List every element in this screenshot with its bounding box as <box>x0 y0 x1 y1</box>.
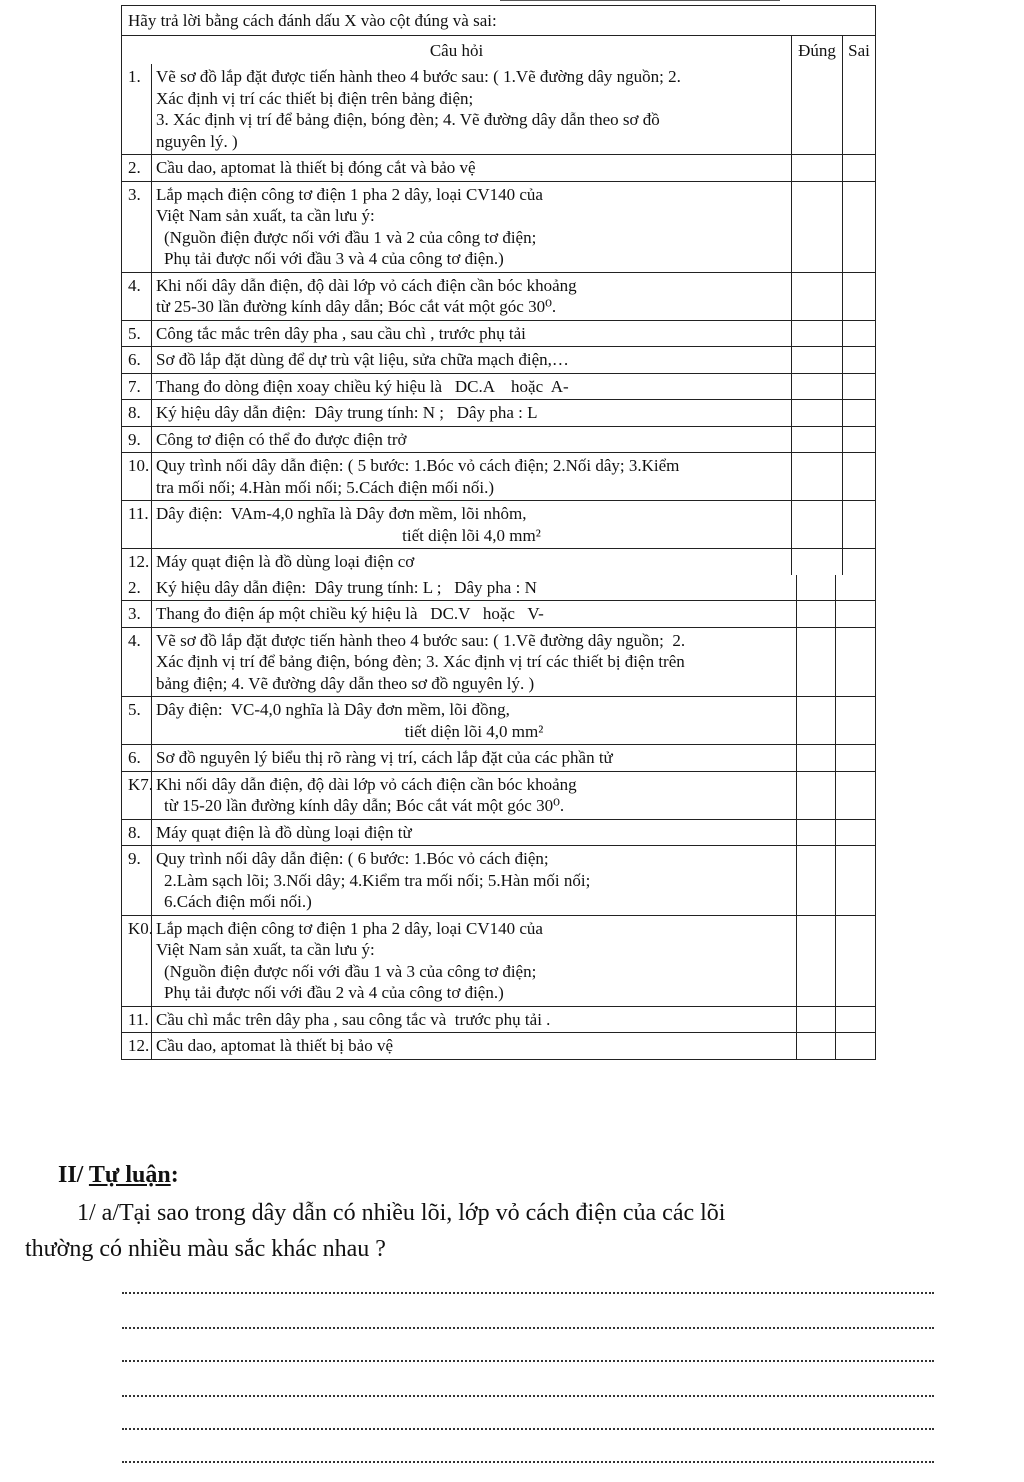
question-text-line: Thang đo điện áp một chiều ký hiệu là DC.V hoặc V- <box>156 604 544 623</box>
question-number: 8. <box>122 400 152 426</box>
question-text <box>152 1033 797 1059</box>
question-number: 6. <box>122 745 152 771</box>
true-checkbox-cell[interactable] <box>792 400 843 426</box>
question-number: 9. <box>122 427 152 453</box>
essay-heading <box>58 1162 179 1189</box>
essay-heading-prefix: II/ <box>58 1162 89 1188</box>
true-checkbox-cell[interactable] <box>797 697 836 744</box>
true-checkbox-cell[interactable] <box>797 846 836 915</box>
true-column-header: Đúng <box>792 36 843 65</box>
question-text-line: tiết diện lõi 4,0 mm² <box>402 525 541 545</box>
true-checkbox-cell[interactable] <box>792 321 843 347</box>
question-text-line: Phụ tải được nối với đầu 2 và 4 của công tơ điện.) <box>164 983 504 1002</box>
question-number: 12. <box>122 549 152 575</box>
question-row <box>122 64 875 154</box>
true-checkbox-cell[interactable] <box>792 453 843 500</box>
essay-question-line-2: thường có nhiều màu sắc khác nhau ? <box>25 1236 386 1262</box>
question-text-line: 2.Làm sạch lõi; 3.Nối dây; 4.Kiểm tra mối nối; 5.Hàn mối nối; <box>164 870 591 890</box>
question-number: 5. <box>122 321 152 347</box>
false-checkbox-cell[interactable] <box>836 820 875 846</box>
question-text-line: Việt Nam sản xuất, ta cần lưu ý: <box>156 940 375 959</box>
question-text-line: Sơ đồ lắp đặt dùng để dự trù vật liệu, sửa chữa mạch điện,… <box>156 350 569 369</box>
question-text-line: Dây điện: VAm-4,0 nghĩa là Dây đơn mềm, lõi nhôm, <box>156 504 527 523</box>
question-text <box>152 1007 797 1033</box>
question-number: 10. <box>122 453 152 500</box>
question-row <box>122 696 875 744</box>
question-text <box>152 182 792 272</box>
question-number: K0. <box>122 916 152 1006</box>
question-text-line: từ 15-20 lần đường kính dây dẫn; Bóc cắt vát một góc 30⁰. <box>164 796 565 815</box>
question-text-line: Vẽ sơ đồ lắp đặt được tiến hành theo 4 bước sau: ( 1.Vẽ đường dây nguồn; 2. <box>156 67 681 86</box>
question-row <box>122 272 875 320</box>
false-checkbox-cell[interactable] <box>843 321 875 347</box>
question-text-line: Thang đo dòng điện xoay chiều ký hiệu là DC.A hoặc A- <box>156 376 569 396</box>
question-text-line: Lắp mạch điện công tơ điện 1 pha 2 dây, loại CV140 của <box>156 918 543 938</box>
true-checkbox-cell[interactable] <box>797 628 836 697</box>
question-text-line: Khi nối dây dẫn điện, độ dài lớp vỏ cách điện cần bóc khoảng <box>156 275 577 295</box>
false-column-header: Sai <box>848 40 870 60</box>
question-text-line: Phụ tải được nối với đầu 3 và 4 của công tơ điện.) <box>164 249 504 268</box>
question-number: 8. <box>122 820 152 846</box>
false-checkbox-cell[interactable] <box>843 273 875 320</box>
question-text-line: (Nguồn điện được nối với đầu 1 và 2 của công tơ điện; <box>164 227 537 247</box>
question-text <box>152 321 792 347</box>
question-number: 2. <box>122 575 152 601</box>
true-checkbox-cell[interactable] <box>797 916 836 1006</box>
false-checkbox-cell[interactable] <box>843 501 875 548</box>
answer-line[interactable] <box>122 1360 934 1362</box>
question-text <box>152 155 792 181</box>
answer-line[interactable] <box>122 1292 934 1294</box>
question-text-line: Sơ đồ nguyên lý biểu thị rõ ràng vị trí, cách lắp đặt của các phần tử <box>156 748 613 767</box>
true-checkbox-cell[interactable] <box>792 549 843 575</box>
question-text-line: nguyên lý. ) <box>156 131 238 151</box>
question-text <box>152 501 792 548</box>
question-row <box>122 452 875 500</box>
question-number: 11. <box>122 1007 152 1033</box>
question-row <box>122 845 875 915</box>
question-text <box>152 575 797 601</box>
question-row <box>122 1006 875 1033</box>
false-checkbox-cell[interactable] <box>836 628 875 697</box>
question-text <box>152 846 797 915</box>
question-text-line: Máy quạt điện là đồ dùng loại điện cơ <box>156 552 415 571</box>
false-checkbox-cell[interactable] <box>836 745 875 771</box>
question-text <box>152 745 797 771</box>
true-checkbox-cell[interactable] <box>792 347 843 373</box>
question-text <box>152 427 792 453</box>
question-row <box>122 320 875 347</box>
question-row <box>122 548 875 575</box>
false-checkbox-cell[interactable] <box>843 400 875 426</box>
false-checkbox-cell[interactable] <box>843 374 875 400</box>
question-group-b <box>122 575 875 1059</box>
question-text-line: Cầu chì mắc trên dây pha , sau công tắc và trước phụ tải . <box>156 1009 551 1029</box>
question-text-line: bảng điện; 4. Vẽ đường dây dẫn theo sơ đồ nguyên lý. ) <box>156 673 535 693</box>
true-checkbox-cell[interactable] <box>797 820 836 846</box>
question-row <box>122 346 875 373</box>
question-group-a <box>122 64 875 575</box>
question-text-line: Ký hiệu dây dẫn điện: Dây trung tính: N ; Dây pha : L <box>156 403 538 422</box>
question-number: 9. <box>122 846 152 915</box>
question-row <box>122 181 875 272</box>
false-checkbox-cell[interactable] <box>843 427 875 453</box>
question-row <box>122 627 875 697</box>
question-number: 2. <box>122 155 152 181</box>
true-checkbox-cell[interactable] <box>792 273 843 320</box>
question-text-line: 3. Xác định vị trí để bảng điện, bóng đèn; 4. Vẽ đường dây dẫn theo sơ đồ <box>156 110 660 129</box>
question-text-line: Việt Nam sản xuất, ta cần lưu ý: <box>156 206 375 225</box>
false-checkbox-cell[interactable] <box>843 549 875 575</box>
question-text <box>152 400 792 426</box>
question-text <box>152 347 792 373</box>
answer-line[interactable] <box>122 1327 934 1329</box>
question-text <box>152 697 797 744</box>
true-checkbox-cell[interactable] <box>797 1007 836 1033</box>
question-text-line: Cầu dao, aptomat là thiết bị bảo vệ <box>156 1036 393 1055</box>
question-text-line: Vẽ sơ đồ lắp đặt được tiến hành theo 4 bước sau: ( 1.Vẽ đường dây nguồn; 2. <box>156 630 686 650</box>
question-row <box>122 1032 875 1059</box>
question-text-line: Dây điện: VC-4,0 nghĩa là Dây đơn mềm, lõi đồng, <box>156 700 510 719</box>
true-checkbox-cell[interactable] <box>792 64 843 154</box>
false-checkbox-cell[interactable] <box>836 1033 875 1059</box>
question-row <box>122 154 875 181</box>
question-row <box>122 399 875 426</box>
question-row <box>122 373 875 400</box>
question-row <box>122 575 875 601</box>
essay-heading-label: Tự luận <box>88 1162 171 1188</box>
false-checkbox-cell[interactable] <box>836 697 875 744</box>
false-checkbox-cell[interactable] <box>843 182 875 272</box>
question-text-line: Lắp mạch điện công tơ điện 1 pha 2 dây, loại CV140 của <box>156 184 543 204</box>
true-checkbox-cell[interactable] <box>792 501 843 548</box>
true-checkbox-cell[interactable] <box>792 374 843 400</box>
question-text <box>152 601 797 627</box>
question-text-line: tra mối nối; 4.Hàn mối nối; 5.Cách điện mối nối.) <box>156 477 495 497</box>
question-number: 12. <box>122 1033 152 1059</box>
essay-question-line-1: 1/ a/Tại sao trong dây dẫn có nhiều lõi, lớp vỏ cách điện của các lõi <box>77 1200 726 1226</box>
question-text-line: Công tơ điện có thể đo được điện trở <box>156 429 407 449</box>
question-row <box>122 915 875 1006</box>
false-checkbox-cell[interactable] <box>843 64 875 154</box>
question-text-line: 6.Cách điện mối nối.) <box>164 892 312 911</box>
true-false-table <box>121 5 876 1060</box>
question-number: K7. <box>122 772 152 819</box>
question-number: 7. <box>122 374 152 400</box>
true-checkbox-cell[interactable] <box>797 772 836 819</box>
question-number: 11. <box>122 501 152 548</box>
question-text <box>152 916 797 1006</box>
instruction-text: Hãy trả lời bằng cách đánh dấu X vào cột đúng và sai: <box>128 11 497 30</box>
false-checkbox-cell[interactable] <box>836 846 875 915</box>
false-checkbox-cell[interactable] <box>836 1007 875 1033</box>
true-checkbox-cell[interactable] <box>797 1033 836 1059</box>
question-number: 6. <box>122 347 152 373</box>
instruction-row <box>122 6 875 35</box>
top-edge-line <box>500 0 780 4</box>
essay-heading-suffix: : <box>170 1162 179 1188</box>
false-checkbox-cell[interactable] <box>843 347 875 373</box>
true-checkbox-cell[interactable] <box>797 745 836 771</box>
question-number: 3. <box>122 182 152 272</box>
question-text <box>152 820 797 846</box>
false-checkbox-cell[interactable] <box>836 916 875 1006</box>
answer-line[interactable] <box>122 1428 934 1430</box>
false-checkbox-cell[interactable] <box>836 575 875 601</box>
false-checkbox-cell[interactable] <box>836 601 875 627</box>
true-checkbox-cell[interactable] <box>797 575 836 601</box>
question-row <box>122 744 875 771</box>
question-text-line: Xác định vị trí các thiết bị điện trên bảng điện; <box>156 88 474 108</box>
false-checkbox-cell[interactable] <box>836 772 875 819</box>
false-checkbox-cell[interactable] <box>843 453 875 500</box>
question-row <box>122 500 875 548</box>
question-text-line: tiết diện lõi 4,0 mm² <box>404 721 544 741</box>
question-text-line: Quy trình nối dây dẫn điện: ( 6 bước: 1.Bóc vỏ cách điện; <box>156 849 549 868</box>
question-text <box>152 374 792 400</box>
question-text-line: Ký hiệu dây dẫn điện: Dây trung tính: L ; Dây pha : N <box>156 577 537 597</box>
question-text-line: Cầu dao, aptomat là thiết bị đóng cắt và bảo vệ <box>156 158 476 177</box>
question-number: 4. <box>122 628 152 697</box>
question-number: 4. <box>122 273 152 320</box>
answer-line[interactable] <box>122 1461 934 1463</box>
question-text <box>152 628 797 697</box>
question-text <box>152 64 792 154</box>
question-text <box>152 772 797 819</box>
answer-line[interactable] <box>122 1395 934 1397</box>
question-column-header: Câu hỏi <box>122 36 792 65</box>
question-row <box>122 819 875 846</box>
question-row <box>122 771 875 819</box>
true-checkbox-cell[interactable] <box>792 155 843 181</box>
question-text-line: Khi nối dây dẫn điện, độ dài lớp vỏ cách điện cần bóc khoảng <box>156 774 577 794</box>
question-row <box>122 600 875 627</box>
question-text-line: từ 25-30 lần đường kính dây dẫn; Bóc cắt vát một góc 30⁰. <box>156 297 557 316</box>
question-text-line: Máy quạt điện là đồ dùng loại điện từ <box>156 822 412 842</box>
true-checkbox-cell[interactable] <box>792 427 843 453</box>
question-text <box>152 549 792 575</box>
question-text <box>152 273 792 320</box>
question-text-line: Công tắc mắc trên dây pha , sau cầu chì , trước phụ tải <box>156 323 526 343</box>
header-row <box>122 35 875 65</box>
question-number: 5. <box>122 697 152 744</box>
false-checkbox-cell[interactable] <box>843 155 875 181</box>
true-checkbox-cell[interactable] <box>797 601 836 627</box>
question-text-line: Quy trình nối dây dẫn điện: ( 5 bước: 1.Bóc vỏ cách điện; 2.Nối dây; 3.Kiểm <box>156 456 680 475</box>
question-text <box>152 453 792 500</box>
question-number: 1. <box>122 64 152 154</box>
true-checkbox-cell[interactable] <box>792 182 843 272</box>
question-text-line: Xác định vị trí để bảng điện, bóng đèn; 3. Xác định vị trí các thiết bị điện trên <box>156 652 685 671</box>
question-row <box>122 426 875 453</box>
question-text-line: (Nguồn điện được nối với đầu 1 và 3 của công tơ điện; <box>164 961 537 981</box>
question-number: 3. <box>122 601 152 627</box>
